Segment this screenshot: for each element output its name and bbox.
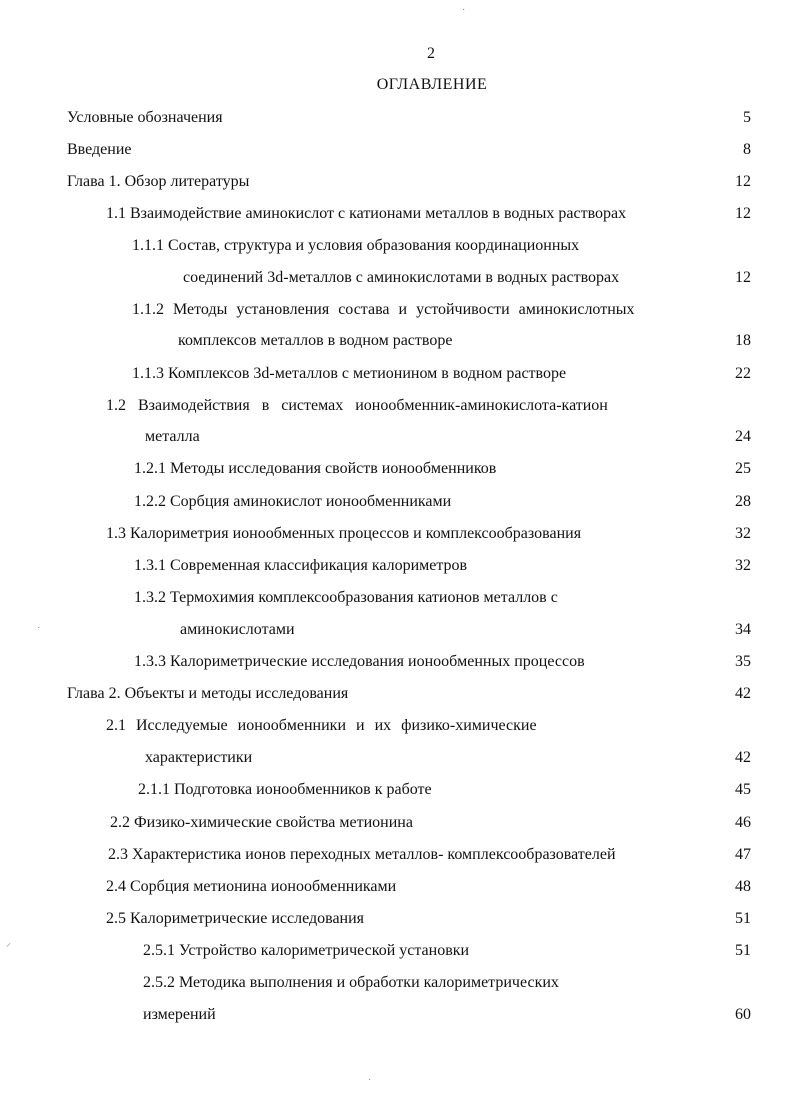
toc-entry <box>0 909 798 929</box>
toc-entry-page: 42 <box>735 749 751 766</box>
toc-entry <box>0 684 798 704</box>
toc-entry-title: 2.4 Сорбция метионина ионообменниками <box>106 878 397 895</box>
toc-entry-title: аминокислотами <box>180 621 295 638</box>
toc-entry <box>0 300 798 320</box>
toc-entry-page: 45 <box>735 781 751 798</box>
toc-entry-title: характеристики <box>145 749 253 766</box>
toc-entry-title: 1.3.2 Термохимия комплексообразования катионов металлов с <box>134 589 558 606</box>
toc-entry <box>0 236 798 256</box>
toc-entry-page: 47 <box>735 846 751 863</box>
toc-entry-title: Условные обозначения <box>67 109 223 126</box>
toc-entry-page: 8 <box>743 141 751 158</box>
toc-entry-title: 1.3.1 Современная классификация калориметров <box>134 557 468 574</box>
toc-entry-title: комплексов металлов в водном растворе <box>178 332 453 349</box>
toc-entry <box>0 716 798 736</box>
toc-entry <box>0 268 798 288</box>
toc-entry-page: 35 <box>735 653 751 670</box>
toc-entry-page: 25 <box>735 460 751 477</box>
scan-speck: ⸝ <box>6 938 11 949</box>
toc-entry <box>0 459 798 479</box>
toc-entry <box>0 652 798 672</box>
toc-entry <box>0 427 798 447</box>
toc-entry-title: Введение <box>67 141 132 158</box>
toc-entry-title: измерений <box>143 1006 216 1023</box>
toc-heading: ОГЛАВЛЕНИЕ <box>376 76 488 93</box>
toc-entry-title: 2.2 Физико-химические свойства метионина <box>110 814 413 831</box>
toc-entry-page: 32 <box>735 525 751 542</box>
toc-entry-title: Глава 2. Объекты и методы исследования <box>67 685 349 702</box>
toc-entry-page: 12 <box>735 269 751 286</box>
toc-entry-title: соединений 3d-металлов с аминокислотами в водных растворах <box>183 269 620 286</box>
toc-entry-title: 1.2.2 Сорбция аминокислот ионообменниками <box>134 493 452 510</box>
toc-entry <box>0 396 798 416</box>
toc-entry-title: 1.3.3 Калориметрические исследования ионообменных процессов <box>134 653 585 670</box>
toc-entry <box>0 140 798 160</box>
toc-entry <box>0 364 798 384</box>
toc-entry <box>0 108 798 128</box>
toc-entry-page: 24 <box>735 428 751 445</box>
toc-entry <box>0 172 798 192</box>
toc-entry <box>0 1005 798 1025</box>
scan-speck: ˙ <box>368 1078 372 1089</box>
toc-entry <box>0 813 798 833</box>
toc-entry-title: Глава 1. Обзор литературы <box>67 173 250 190</box>
toc-entry-title: 1.1.3 Комплексов 3d-металлов с метионином в водном растворе <box>132 365 567 382</box>
toc-entry-title: металла <box>145 428 200 445</box>
toc-entry-page: 18 <box>735 332 751 349</box>
toc-entry-title: 2.5.2 Методика выполнения и обработки калориметрических <box>143 974 559 991</box>
toc-entry-page: 5 <box>743 109 751 126</box>
toc-entry-title: 2.3 Характеристика ионов переходных металлов- комплексообразователей <box>108 846 616 863</box>
toc-entry <box>0 877 798 897</box>
toc-entry <box>0 941 798 961</box>
toc-entry-page: 12 <box>735 173 751 190</box>
toc-entry-page: 60 <box>735 1006 751 1023</box>
toc-entry-title: 1.1.2 Методы установления состава и устойчивости аминокислотных <box>132 301 635 318</box>
toc-entry-page: 34 <box>735 621 751 638</box>
toc-entry-title: 2.1.1 Подготовка ионообменников к работе <box>138 781 432 798</box>
toc-entry <box>0 204 798 224</box>
toc-entry-page: 48 <box>735 878 751 895</box>
toc-entry-title: 1.1 Взаимодействие аминокислот с катионами металлов в водных растворах <box>106 205 627 222</box>
toc-entry-page: 46 <box>735 814 751 831</box>
toc-entry <box>0 331 798 351</box>
toc-entry-title: 2.1 Исследуемые ионообменники и их физико-химические <box>106 717 537 734</box>
toc-entry-title: 2.5.1 Устройство калориметрической установки <box>143 942 470 959</box>
toc-entry <box>0 620 798 640</box>
scan-speck: ˙ <box>37 626 41 637</box>
toc-entry <box>0 492 798 512</box>
toc-entry-title: 1.3 Калориметрия ионообменных процессов и комплексообразования <box>106 525 582 542</box>
scan-speck: ˙ <box>462 8 466 19</box>
toc-entry <box>0 748 798 768</box>
toc-entry <box>0 780 798 800</box>
toc-entry-page: 42 <box>735 685 751 702</box>
toc-entry <box>0 524 798 544</box>
toc-entry-page: 51 <box>735 910 751 927</box>
toc-entry-page: 51 <box>735 942 751 959</box>
toc-entry-title: 1.2.1 Методы исследования свойств ионообменников <box>134 460 497 477</box>
page-number: 2 <box>427 45 435 62</box>
toc-entry <box>0 973 798 993</box>
toc-entry-title: 1.2 Взаимодействия в системах ионообменник-аминокислота-катион <box>106 397 608 414</box>
toc-entry-title: 1.1.1 Состав, структура и условия образования координационных <box>132 237 580 254</box>
toc-entry <box>0 556 798 576</box>
toc-entry-page: 12 <box>735 205 751 222</box>
toc-entry-page: 28 <box>735 493 751 510</box>
toc-entry <box>0 845 798 865</box>
toc-entry <box>0 588 798 608</box>
toc-entry-title: 2.5 Калориметрические исследования <box>106 910 365 927</box>
toc-entry-page: 32 <box>735 557 751 574</box>
toc-entry-page: 22 <box>735 365 751 382</box>
